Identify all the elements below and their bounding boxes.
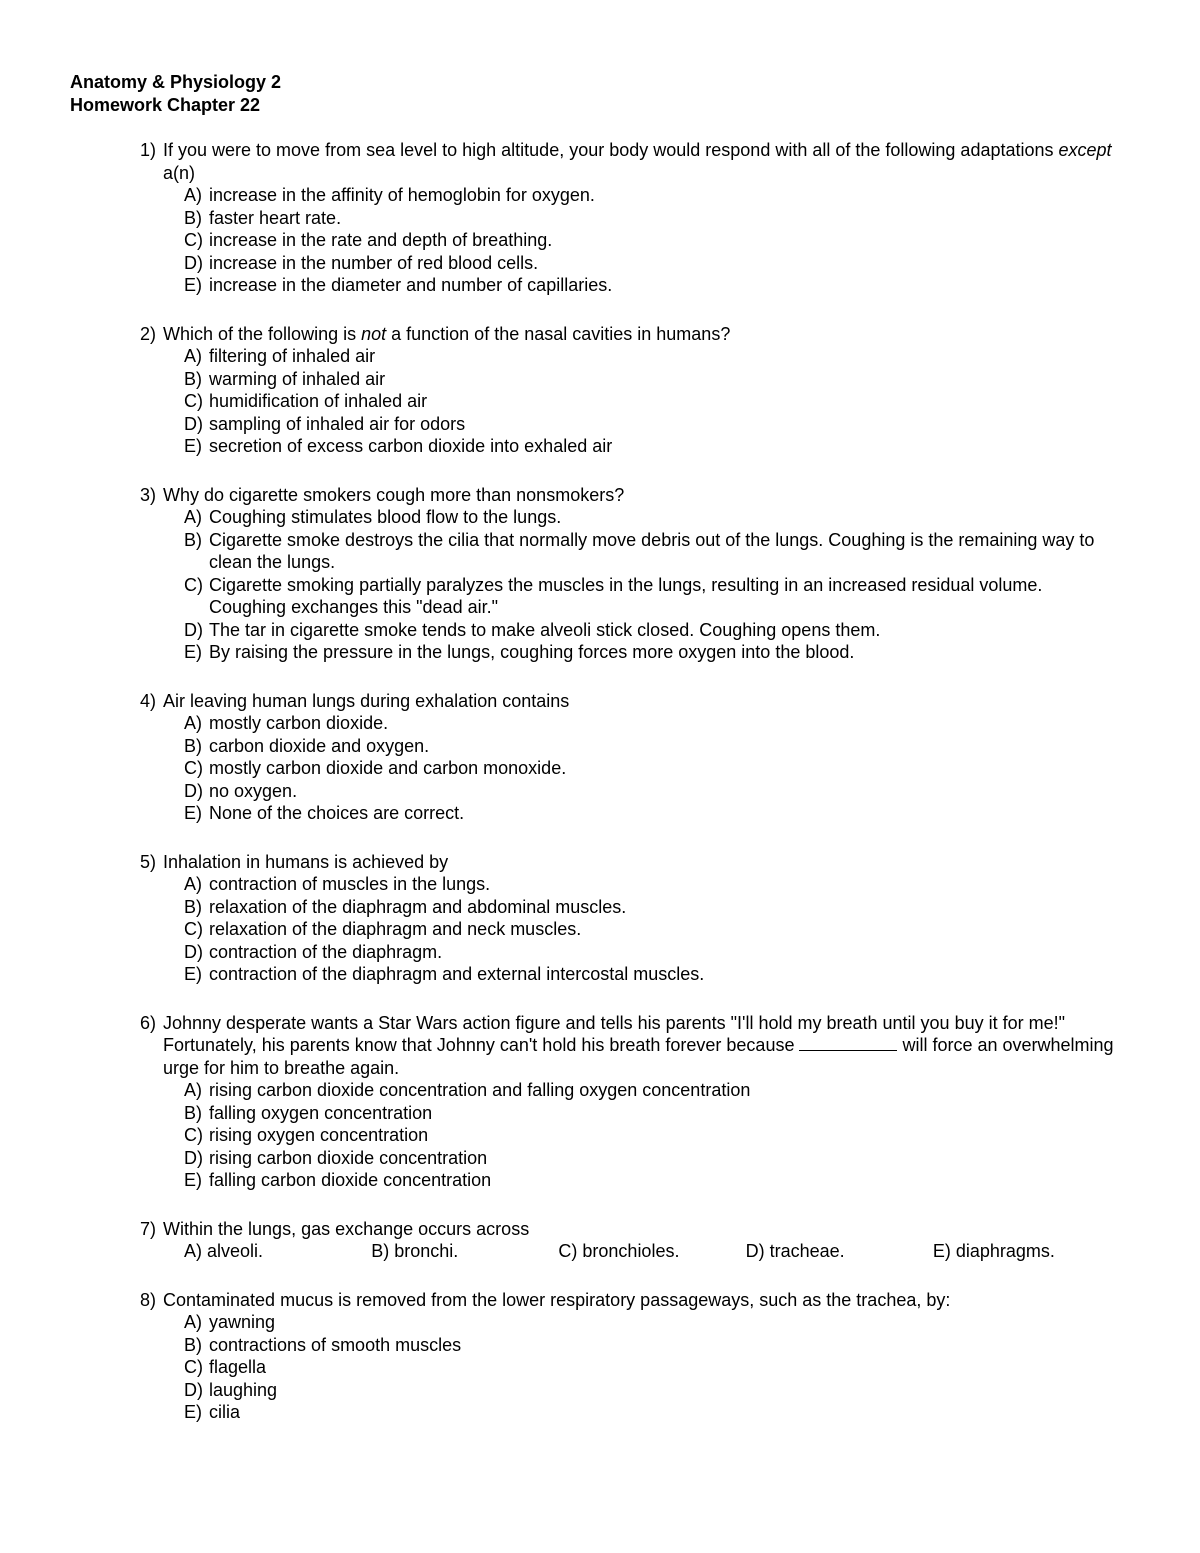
answer-choices	[184, 1311, 1120, 1424]
answer-choice-c: C) rising oxygen concentration	[184, 1125, 429, 1145]
question-text: Why do cigarette smokers cough more than nonsmokers?	[163, 484, 625, 505]
answer-choices	[184, 712, 1120, 825]
answer-choices	[184, 1240, 1120, 1263]
emphasis-text: except	[1058, 140, 1112, 160]
question-5	[140, 851, 1120, 986]
fill-in-blank	[799, 1036, 897, 1051]
question-text: Johnny desperate wants a Star Wars action figure and tells his parents "I'll hold my breath until you buy it for me!" Fortunately, his parents know that Johnny can't hold his breath forever because will force an overwhelming urge for him to breathe again.	[163, 1012, 1114, 1078]
answer-choice-a: A) yawning	[184, 1312, 276, 1332]
question-number: 6)	[140, 1012, 157, 1033]
answer-choice-c: C) bronchioles.	[558, 1241, 680, 1261]
question-text: Within the lungs, gas exchange occurs across	[163, 1218, 530, 1239]
answer-choice-d: D) sampling of inhaled air for odors	[184, 413, 466, 434]
answer-choice-b: B) faster heart rate.	[184, 207, 342, 228]
answer-choice-d: D) tracheae.	[745, 1241, 845, 1261]
question-number: 1)	[140, 140, 157, 160]
answer-choice-d: D) increase in the number of red blood cells.	[184, 252, 539, 273]
answer-choices	[184, 873, 1120, 986]
answer-choice-a: A) increase in the affinity of hemoglobin for oxygen.	[184, 185, 595, 205]
answer-choice-d: D) no oxygen.	[184, 780, 298, 801]
answer-choice-c: C) flagella	[184, 1357, 267, 1377]
question-text: Which of the following is not a function of the nasal cavities in humans?	[163, 323, 731, 344]
answer-choice-a: A) rising carbon dioxide concentration and falling oxygen concentration	[184, 1080, 751, 1100]
answer-choice-b: B) warming of inhaled air	[184, 368, 386, 389]
question-text: Contaminated mucus is removed from the lower respiratory passageways, such as the trachea, by:	[163, 1289, 951, 1310]
course-title: Anatomy & Physiology 2	[70, 72, 282, 92]
answer-choice-a: A) filtering of inhaled air	[184, 346, 376, 366]
answer-choice-d: D) laughing	[184, 1379, 278, 1400]
question-8	[140, 1289, 1120, 1424]
answer-choice-c: C) relaxation of the diaphragm and neck muscles.	[184, 919, 582, 939]
answer-choice-b: B) carbon dioxide and oxygen.	[184, 735, 430, 756]
answer-choice-d: D) contraction of the diaphragm.	[184, 941, 443, 962]
question-6	[140, 1012, 1120, 1192]
answer-choice-e: E) secretion of excess carbon dioxide into exhaled air	[184, 436, 613, 456]
question-4	[140, 690, 1120, 825]
answer-choices	[184, 506, 1120, 664]
answer-choice-c: C) mostly carbon dioxide and carbon monoxide.	[184, 758, 567, 778]
answer-choice-d: D) The tar in cigarette smoke tends to make alveoli stick closed. Coughing opens them.	[184, 619, 881, 640]
question-3	[140, 484, 1120, 664]
question-7	[140, 1218, 1120, 1263]
answer-choice-b: B) Cigarette smoke destroys the cilia that normally move debris out of the lungs. Coughing is the remaining way to clean the lungs.	[184, 529, 1095, 572]
answer-choice-c: C) increase in the rate and depth of breathing.	[184, 230, 553, 250]
question-number: 3)	[140, 484, 157, 505]
answer-choice-b: B) contractions of smooth muscles	[184, 1334, 462, 1355]
question-number: 7)	[140, 1218, 157, 1239]
answer-choice-d: D) rising carbon dioxide concentration	[184, 1147, 488, 1168]
answer-choice-b: B) falling oxygen concentration	[184, 1102, 433, 1123]
assignment-title: Homework Chapter 22	[70, 95, 261, 115]
answer-choice-e: E) By raising the pressure in the lungs, coughing forces more oxygen into the blood.	[184, 642, 855, 662]
answer-choice-b: B) bronchi.	[371, 1241, 459, 1261]
question-number: 5)	[140, 851, 157, 872]
answer-choice-e: E) contraction of the diaphragm and external intercostal muscles.	[184, 964, 705, 984]
answer-choice-e: E) diaphragms.	[932, 1241, 1055, 1261]
answer-choice-a: A) contraction of muscles in the lungs.	[184, 874, 491, 894]
question-text: If you were to move from sea level to high altitude, your body would respond with all of the following adaptations except a(n)	[163, 140, 1112, 183]
question-number: 2)	[140, 323, 157, 344]
answer-choices	[184, 345, 1120, 458]
question-text: Air leaving human lungs during exhalation contains	[163, 690, 570, 711]
answer-choice-a: A) Coughing stimulates blood flow to the lungs.	[184, 507, 562, 527]
document-header	[70, 71, 281, 117]
answer-choice-b: B) relaxation of the diaphragm and abdominal muscles.	[184, 896, 627, 917]
answer-choices	[184, 1079, 1120, 1192]
question-1	[140, 139, 1120, 297]
answer-choice-e: E) cilia	[184, 1402, 241, 1422]
answer-choice-c: C) Cigarette smoking partially paralyzes the muscles in the lungs, resulting in an increased residual volume. Coughing exchanges this "dead air."	[184, 574, 1043, 617]
emphasis-text: not	[361, 323, 387, 344]
question-list	[140, 139, 1120, 1450]
answer-choice-a: A) alveoli.	[184, 1241, 264, 1261]
answer-choice-e: E) None of the choices are correct.	[184, 803, 465, 823]
answer-choice-a: A) mostly carbon dioxide.	[184, 713, 389, 733]
answer-choices	[184, 184, 1120, 297]
question-number: 8)	[140, 1289, 157, 1310]
question-text: Inhalation in humans is achieved by	[163, 851, 449, 872]
answer-choice-c: C) humidification of inhaled air	[184, 391, 428, 411]
answer-choice-e: E) increase in the diameter and number of capillaries.	[184, 275, 613, 295]
answer-choice-e: E) falling carbon dioxide concentration	[184, 1170, 492, 1190]
question-2	[140, 323, 1120, 458]
question-number: 4)	[140, 690, 157, 711]
